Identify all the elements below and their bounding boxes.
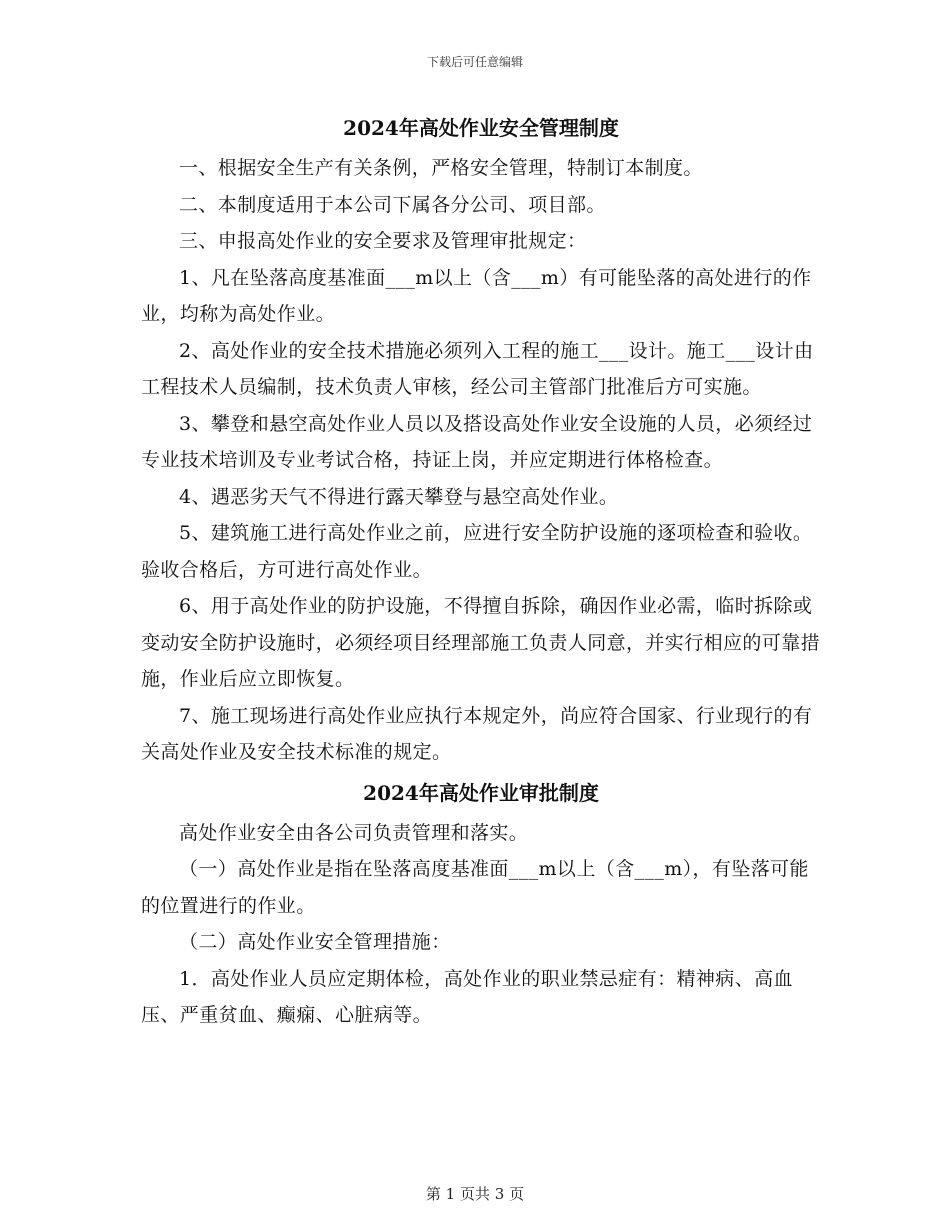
paragraph: 二、本制度适用于本公司下属各分公司、项目部。 [179, 193, 606, 216]
paragraph: 一、根据安全生产有关条例，严格安全管理，特制订本制度。 [179, 157, 703, 179]
page-number: 第 1 页共 3 页 [425, 1185, 525, 1203]
paragraph: 2、高处作业的安全技术措施必须列入工程的施工___设计。施工___设计由工程技术人员编制，技术负责人审核，经公司主管部门批准后方可实施。 [141, 339, 814, 398]
paragraph: 4、遇恶劣天气不得进行露天攀登与悬空高处作业。 [179, 485, 619, 508]
paragraph: 三、申报高处作业的安全要求及管理审批规定： [179, 230, 587, 252]
paragraph: （二）高处作业安全管理措施： [179, 931, 451, 953]
section2-title: 2024年高处作业审批制度 [363, 780, 599, 805]
paragraph: 3、攀登和悬空高处作业人员以及搭设高处作业安全设施的人员，必须经过专业技术培训及专业考试合格，持证上岗，并应定期进行体格检查。 [141, 412, 813, 471]
paragraph: 6、用于高处作业的防护设施，不得擅自拆除，确因作业必需，临时拆除或变动安全防护设施时，必须经项目经理部施工负责人同意，并实行相应的可靠措施，作业后应立即恢复。 [141, 595, 821, 690]
paragraph: 高处作业安全由各公司负责管理和落实。 [179, 821, 529, 844]
paragraph: （一）高处作业是指在坠落高度基准面___m以上（含___m），有坠落可能的位置进行的作业。 [141, 858, 809, 917]
section1-title: 2024年高处作业安全管理制度 [343, 116, 619, 140]
document-body [141, 106, 821, 1034]
header-note: 下载后可任意编辑 [426, 55, 523, 69]
paragraph: 7、施工现场进行高处作业应执行本规定外，尚应符合国家、行业现行的有关高处作业及安全技术标准的规定。 [141, 704, 813, 763]
paragraph: 1、凡在坠落高度基准面___m以上（含___m）有可能坠落的高处进行的作业，均称为高处作业。 [141, 266, 812, 325]
paragraph: 5、建筑施工进行高处作业之前，应进行安全防护设施的逐项检查和验收。验收合格后，方可进行高处作业。 [141, 522, 813, 581]
paragraph: 1．高处作业人员应定期体检，高处作业的职业禁忌症有：精神病、高血压、严重贫血、癫痫、心脏病等。 [141, 967, 793, 1026]
